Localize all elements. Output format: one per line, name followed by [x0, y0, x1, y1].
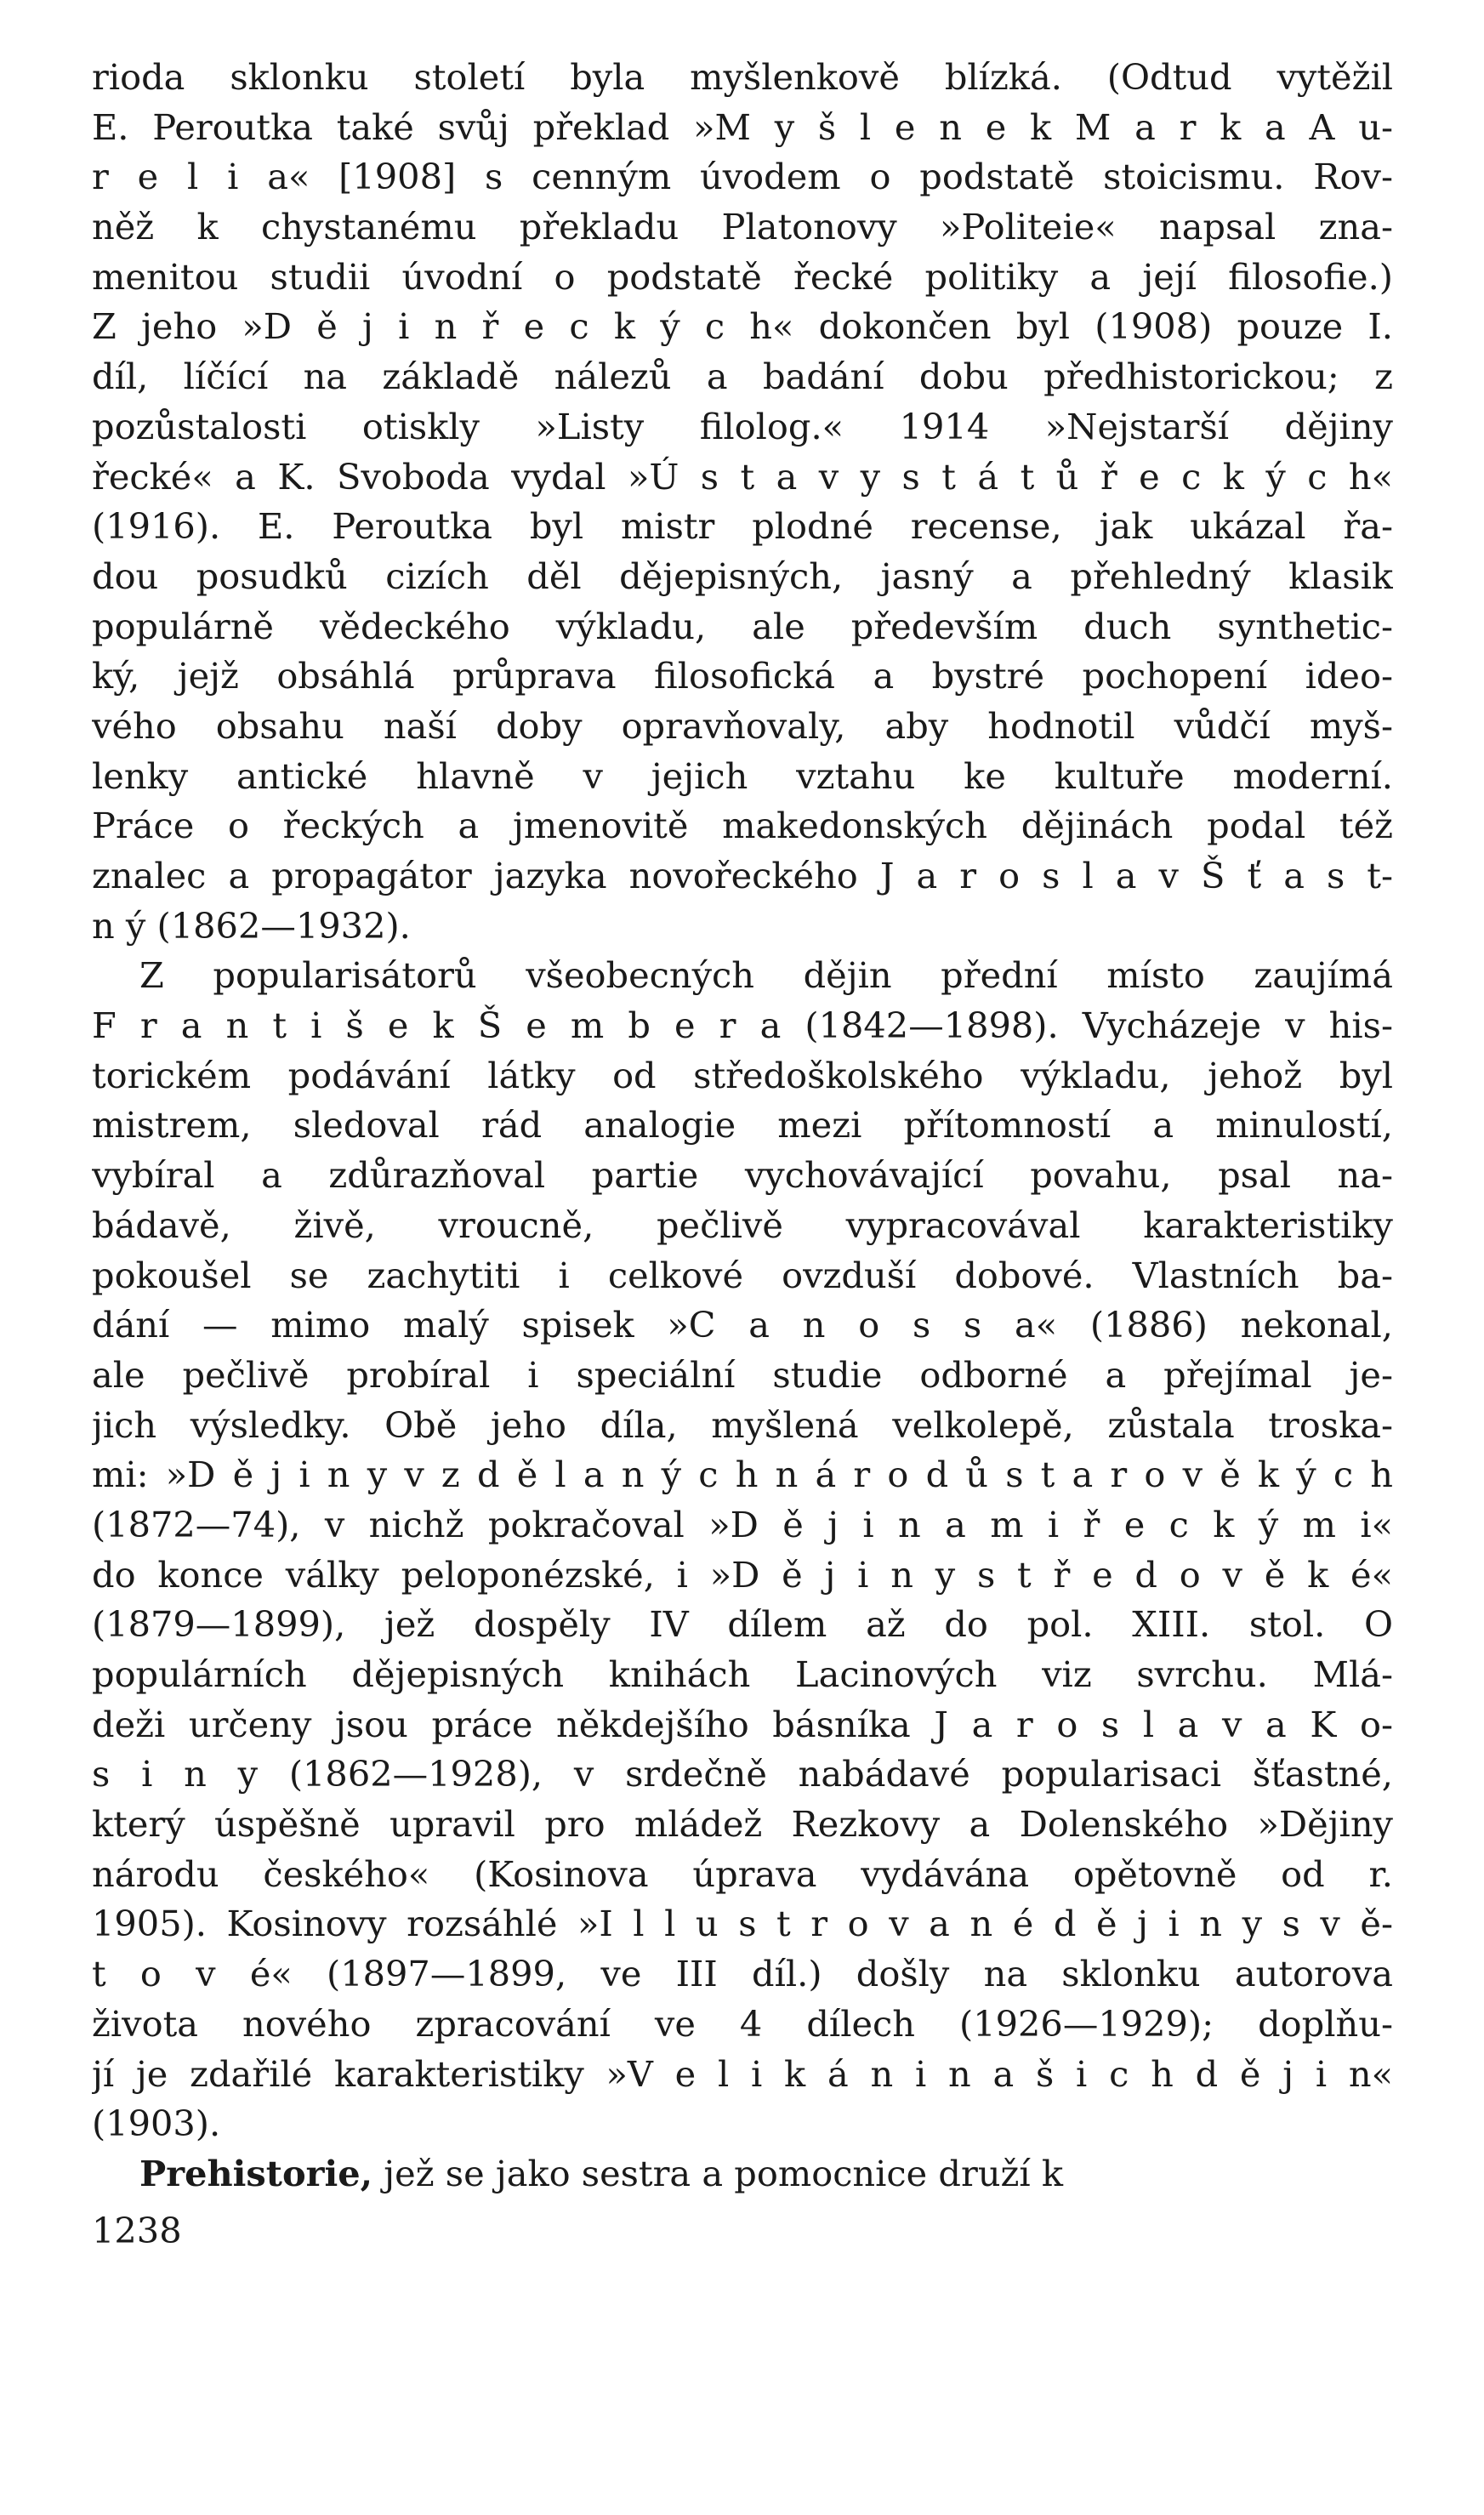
text-line: ale pečlivě probíral i speciální studie odborné a přejímal je- — [92, 1353, 1393, 1396]
text-line: populárních dějepisných knihách Lacinových viz svrchu. Mlá- — [92, 1653, 1393, 1695]
text-line: n ý (1862—1932). — [92, 904, 411, 947]
text-line: 1905). Kosinovy rozsáhlé »I l l u s t r o v a n é d ě j i n y s v ě- — [92, 1903, 1393, 1945]
text-line: s i n y (1862—1928), v srdečně nabádavé popularisaci šťastné, — [92, 1753, 1393, 1795]
text-line: t o v é« (1897—1899, ve III díl.) došly na sklonku autorova — [92, 1953, 1393, 1995]
text-line: Z popularisátorů všeobecných dějin přední místo zaujímá — [139, 954, 1393, 997]
text-line: dání — mimo malý spisek »C a n o s s a« (1886) nekonal, — [92, 1304, 1393, 1346]
text-line: života nového zpracování ve 4 dílech (1926—1929); doplňu- — [92, 2002, 1393, 2045]
text-line: řecké« a K. Svoboda vydal »Ú s t a v y s t á t ů ř e c k ý c h« — [92, 455, 1393, 498]
text-line: jí je zdařilé karakteristiky »V e l i k á n i n a š i c h d ě j i n« — [92, 2052, 1393, 2095]
text-line: do konce války peloponézské, i »D ě j i n y s t ř e d o v ě k é« — [92, 1553, 1393, 1596]
text-line: Práce o řeckých a jmenovitě makedonských dějinách podal též — [92, 805, 1393, 847]
text-line: menitou studii úvodní o podstatě řecké politiky a její filosofie.) — [92, 255, 1393, 298]
text-line: vého obsahu naší doby opravňovaly, aby hodnotil vůdčí myš- — [92, 704, 1393, 747]
text-line: znalec a propagátor jazyka novořeckého J a r o s l a v Š ť a s t- — [92, 855, 1393, 896]
text-line: vybíral a zdůrazňoval partie vychovávající povahu, psal na- — [92, 1154, 1393, 1197]
text-line: který úspěšně upravil pro mládež Rezkovy a Dolenského »Dějiny — [92, 1803, 1393, 1846]
text-line: mistrem, sledoval rád analogie mezi přítomností a minulostí, — [92, 1104, 1393, 1147]
text-line: pokoušel se zachytiti i celkové ovzduší dobové. Vlastních ba- — [92, 1254, 1393, 1296]
text-line: ký, jejž obsáhlá průprava filosofická a bystré pochopení ideo- — [92, 655, 1393, 697]
text-line: Prehistorie, jež se jako sestra a pomocnice druží k — [139, 2152, 1064, 2194]
paragraph-1 — [92, 53, 1393, 951]
page-number: 1238 — [92, 2210, 182, 2251]
text-line: mi: »D ě j i n y v z d ě l a n ý c h n á r o d ů s t a r o v ě k ý c h — [92, 1454, 1393, 1496]
text-line: díl, líčící na základě nálezů a badání dobu předhistorickou; z — [92, 356, 1393, 398]
text-line: rioda sklonku století byla myšlenkově blízká. (Odtud vytěžil — [92, 56, 1393, 98]
text-line: torickém podávání látky od středoškolského výkladu, jehož byl — [92, 1054, 1393, 1096]
text-line: dou posudků cizích děl dějepisných, jasný a přehledný klasik — [92, 555, 1393, 597]
page-text — [92, 53, 1393, 2199]
text-line: E. Peroutka také svůj překlad »M y š l e n e k M a r k a A u- — [92, 105, 1393, 148]
paragraph-3 — [92, 2149, 1393, 2199]
text-line: deži určeny jsou práce někdejšího básníka J a r o s l a v a K o- — [92, 1703, 1393, 1745]
text-line: (1916). E. Peroutka byl mistr plodné recense, jak ukázal řa- — [92, 505, 1393, 548]
text-line: něž k chystanému překladu Platonovy »Politeie« napsal zna- — [92, 206, 1393, 248]
text-line: (1903). — [92, 2102, 221, 2145]
text-line: F r a n t i š e k Š e m b e r a (1842—1898). Vycházeje v his- — [92, 1004, 1393, 1047]
text-line: populárně vědeckého výkladu, ale především duch synthetic- — [92, 605, 1393, 647]
text-line: pozůstalosti otiskly »Listy filolog.« 1914 »Nejstarší dějiny — [92, 405, 1393, 447]
text-line: lenky antické hlavně v jejich vztahu ke kultuře moderní. — [92, 754, 1393, 797]
text-line: (1879—1899), jež dospěly IV dílem až do pol. XIII. stol. O — [92, 1603, 1393, 1646]
text-line: jich výsledky. Obě jeho díla, myšlená velkolepě, zůstala troska- — [92, 1403, 1393, 1446]
text-line: (1872—74), v nichž pokračoval »D ě j i n a m i ř e c k ý m i« — [92, 1503, 1393, 1545]
text-line: národu českého« (Kosinova úprava vydávána opětovně od r. — [92, 1852, 1393, 1895]
text-line: r e l i a« [1908] s cenným úvodem o podstatě stoicismu. Rov- — [92, 156, 1393, 198]
text-line: bádavě, živě, vroucně, pečlivě vypracovával karakteristiky — [92, 1203, 1393, 1246]
paragraph-2 — [92, 951, 1393, 2149]
text-line: Z jeho »D ě j i n ř e c k ý c h« dokončen byl (1908) pouze I. — [92, 305, 1393, 348]
